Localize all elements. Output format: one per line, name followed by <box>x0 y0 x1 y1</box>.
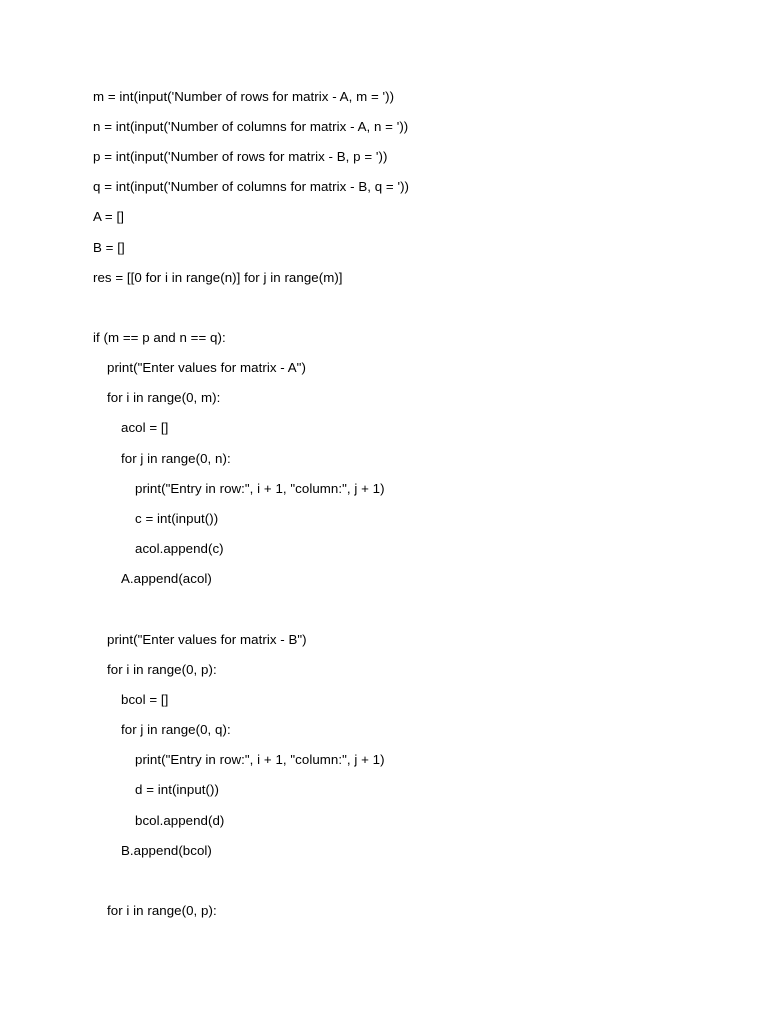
code-line: c = int(input()) <box>135 511 219 526</box>
code-line: print("Enter values for matrix - B") <box>107 632 307 647</box>
code-line: A.append(acol) <box>121 571 212 586</box>
code-line: A = [] <box>93 209 124 224</box>
code-line: print("Entry in row:", i + 1, "column:", j + 1) <box>135 481 385 496</box>
code-line: if (m == p and n == q): <box>93 330 226 345</box>
code-line: for i in range(0, p): <box>107 662 217 677</box>
code-line: d = int(input()) <box>135 782 219 797</box>
code-line: p = int(input('Number of rows for matrix - B, p = ')) <box>93 149 388 164</box>
code-line: B.append(bcol) <box>121 843 212 858</box>
code-line: print("Entry in row:", i + 1, "column:", j + 1) <box>135 752 385 767</box>
code-line: bcol.append(d) <box>135 813 225 828</box>
code-line: acol = [] <box>121 420 169 435</box>
code-line: bcol = [] <box>121 692 169 707</box>
code-line: print("Enter values for matrix - A") <box>107 360 306 375</box>
code-line: res = [[0 for i in range(n)] for j in range(m)] <box>93 270 343 285</box>
code-line: for i in range(0, p): <box>107 903 217 918</box>
code-line: B = [] <box>93 240 125 255</box>
code-line: for i in range(0, m): <box>107 390 221 405</box>
code-line: for j in range(0, q): <box>121 722 231 737</box>
code-line: n = int(input('Number of columns for matrix - A, n = ')) <box>93 119 409 134</box>
code-line: m = int(input('Number of rows for matrix - A, m = ')) <box>93 89 395 104</box>
code-line: acol.append(c) <box>135 541 224 556</box>
code-line: for j in range(0, n): <box>121 451 231 466</box>
code-line: q = int(input('Number of columns for matrix - B, q = ')) <box>93 179 410 194</box>
